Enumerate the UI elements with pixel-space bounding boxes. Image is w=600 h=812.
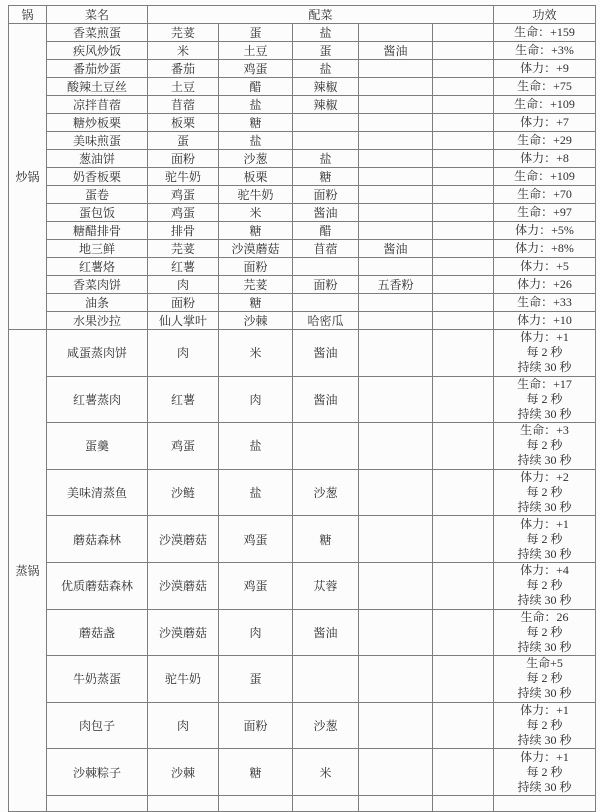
- ingredient-cell: 沙漠蘑菇: [148, 609, 219, 656]
- ingredient-cell: 板栗: [148, 114, 219, 132]
- recipe-row: [9, 258, 596, 276]
- effect-line: 每 2 秒: [526, 438, 563, 453]
- effect-line: 生命：+75: [517, 79, 572, 93]
- effect-line: 生命：+109: [514, 169, 575, 183]
- ingredient-cell: [433, 795, 494, 811]
- pot-label: 炒锅: [9, 24, 47, 330]
- effect-line: 生命：+109: [514, 97, 575, 111]
- ingredient-cell: 沙葱: [293, 702, 359, 749]
- ingredient-cell: 红薯: [148, 376, 219, 423]
- ingredient-cell: [433, 294, 494, 312]
- effect-cell: [494, 132, 596, 150]
- ingredient-cell: [433, 24, 494, 42]
- ingredient-cell: 糖: [219, 749, 293, 796]
- ingredient-cell: [293, 423, 359, 470]
- ingredient-cell: [293, 294, 359, 312]
- ingredient-cell: 醋: [219, 78, 293, 96]
- effect-cell: [494, 240, 596, 258]
- ingredient-cell: [433, 204, 494, 222]
- ingredient-cell: 沙漠蘑菇: [148, 562, 219, 609]
- ingredient-cell: [359, 60, 433, 78]
- ingredient-cell: 酱油: [359, 42, 433, 60]
- ingredient-cell: [433, 562, 494, 609]
- ingredient-cell: [433, 516, 494, 563]
- ingredient-cell: [359, 562, 433, 609]
- effect-line: 体力：+2: [520, 470, 569, 485]
- effect-line: 持续 30 秒: [517, 453, 572, 468]
- ingredient-cell: [433, 469, 494, 516]
- ingredient-cell: [219, 795, 293, 811]
- effect-cell: [494, 702, 596, 749]
- ingredient-cell: [359, 24, 433, 42]
- effect-line: 生命：+159: [514, 25, 575, 39]
- ingredient-cell: [359, 78, 433, 96]
- ingredient-cell: [359, 423, 433, 470]
- effect-line: 生命：+97: [517, 205, 572, 219]
- dish-name-cell: 地三鲜: [47, 240, 148, 258]
- effect-cell: [494, 609, 596, 656]
- header-pot: 锅: [9, 6, 47, 24]
- ingredient-cell: [359, 749, 433, 796]
- ingredient-cell: 驼牛奶: [219, 186, 293, 204]
- ingredient-cell: [433, 276, 494, 294]
- ingredient-cell: 酱油: [293, 376, 359, 423]
- ingredient-cell: 芫荽: [148, 24, 219, 42]
- effect-line: 持续 30 秒: [517, 500, 572, 515]
- ingredient-cell: [359, 609, 433, 656]
- recipe-row: [9, 423, 596, 470]
- ingredient-cell: 糖: [293, 168, 359, 186]
- effect-cell: [494, 150, 596, 168]
- dish-name-cell: 水果沙拉: [47, 312, 148, 330]
- effect-line: 每 2 秒: [526, 671, 563, 686]
- ingredient-cell: [359, 469, 433, 516]
- dish-name-cell: 蘑菇盏: [47, 609, 148, 656]
- effect-cell: [494, 656, 596, 703]
- effect-line: 持续 30 秒: [517, 733, 572, 748]
- dish-name-cell: 美味清蒸鱼: [47, 469, 148, 516]
- ingredient-cell: [433, 749, 494, 796]
- effect-line: 体力：+26: [517, 277, 572, 291]
- recipe-row: [9, 469, 596, 516]
- recipe-table-body: [9, 24, 596, 812]
- recipe-row: [9, 78, 596, 96]
- ingredient-cell: 肉: [148, 330, 219, 377]
- dish-name-cell: 蛋包饭: [47, 204, 148, 222]
- effect-line: 生命：+17: [517, 376, 572, 391]
- ingredient-cell: 盐: [219, 469, 293, 516]
- effect-line: 生命：+29: [517, 133, 572, 147]
- ingredient-cell: 酱油: [293, 609, 359, 656]
- ingredient-cell: 排骨: [148, 222, 219, 240]
- recipe-row: [9, 186, 596, 204]
- ingredient-cell: 蛋: [219, 24, 293, 42]
- effect-line: 每 2 秒: [526, 391, 563, 406]
- effect-line: 持续 30 秒: [517, 639, 572, 654]
- ingredient-cell: 沙葱: [293, 469, 359, 516]
- ingredient-cell: 沙漠蘑菇: [219, 240, 293, 258]
- dish-name-cell: 红薯烙: [47, 258, 148, 276]
- effect-cell: [494, 562, 596, 609]
- effect-line: 每 2 秒: [526, 531, 563, 546]
- recipe-row: [9, 276, 596, 294]
- effect-cell: [494, 376, 596, 423]
- ingredient-cell: [359, 168, 433, 186]
- ingredient-cell: [359, 222, 433, 240]
- effect-line: 生命：+33: [517, 295, 572, 309]
- ingredient-cell: [433, 423, 494, 470]
- ingredient-cell: 面粉: [293, 186, 359, 204]
- dish-name-cell: 奶香板栗: [47, 168, 148, 186]
- ingredient-cell: 苜蓿: [148, 96, 219, 114]
- ingredient-cell: 鸡蛋: [148, 204, 219, 222]
- ingredient-cell: 肉: [148, 702, 219, 749]
- ingredient-cell: [293, 258, 359, 276]
- ingredient-cell: [433, 240, 494, 258]
- ingredient-cell: [293, 656, 359, 703]
- ingredient-cell: [433, 150, 494, 168]
- dish-name-cell: 番茄炒蛋: [47, 60, 148, 78]
- ingredient-cell: 沙棘: [148, 749, 219, 796]
- effect-cell: [494, 186, 596, 204]
- dish-name-cell: 肉包子: [47, 702, 148, 749]
- ingredient-cell: 肉: [148, 276, 219, 294]
- ingredient-cell: 驼牛奶: [148, 656, 219, 703]
- recipe-row: [9, 150, 596, 168]
- effect-line: 每 2 秒: [526, 485, 563, 500]
- dish-name-cell: 葱油饼: [47, 150, 148, 168]
- effect-line: 持续 30 秒: [517, 779, 572, 794]
- effect-cell: [494, 294, 596, 312]
- recipe-row: [9, 96, 596, 114]
- ingredient-cell: 糖: [219, 294, 293, 312]
- ingredient-cell: 鸡蛋: [148, 186, 219, 204]
- recipe-row: [9, 168, 596, 186]
- header-ingredients: 配菜: [148, 6, 494, 24]
- ingredient-cell: 酱油: [293, 330, 359, 377]
- recipe-row: [9, 294, 596, 312]
- ingredient-cell: [433, 168, 494, 186]
- dish-name-cell: 凉拌苜蓿: [47, 96, 148, 114]
- ingredient-cell: 苜蓿: [293, 240, 359, 258]
- effect-cell: [494, 222, 596, 240]
- effect-line: 生命+5: [526, 656, 563, 671]
- ingredient-cell: [433, 609, 494, 656]
- ingredient-cell: 哈密瓜: [293, 312, 359, 330]
- recipe-row: [9, 516, 596, 563]
- effect-cell: [494, 795, 596, 811]
- effect-line: 体力：+1: [520, 703, 569, 718]
- effect-line: 体力：+7: [520, 115, 569, 129]
- recipe-row: [9, 240, 596, 258]
- ingredient-cell: 酱油: [293, 204, 359, 222]
- recipe-row: [9, 60, 596, 78]
- ingredient-cell: [359, 114, 433, 132]
- ingredient-cell: [433, 330, 494, 377]
- ingredient-cell: [148, 795, 219, 811]
- effect-line: 体力：+1: [520, 749, 569, 764]
- ingredient-cell: [359, 516, 433, 563]
- effect-cell: [494, 204, 596, 222]
- effect-cell: [494, 114, 596, 132]
- ingredient-cell: 米: [219, 330, 293, 377]
- ingredient-cell: 沙漠蘑菇: [148, 516, 219, 563]
- ingredient-cell: 肉: [219, 376, 293, 423]
- ingredient-cell: 盐: [219, 132, 293, 150]
- ingredient-cell: 芫荽: [148, 240, 219, 258]
- ingredient-cell: 土豆: [148, 78, 219, 96]
- dish-name-cell: 红薯蒸肉: [47, 376, 148, 423]
- ingredient-cell: [433, 78, 494, 96]
- ingredient-cell: 蛋: [148, 132, 219, 150]
- ingredient-cell: 沙葱: [219, 150, 293, 168]
- effect-line: 持续 30 秒: [517, 360, 572, 375]
- ingredient-cell: [433, 258, 494, 276]
- effect-cell: [494, 312, 596, 330]
- effect-cell: [494, 516, 596, 563]
- effect-line: 每 2 秒: [526, 718, 563, 733]
- effect-line: 生命：+70: [517, 187, 572, 201]
- dish-name-cell: 美味煎蛋: [47, 132, 148, 150]
- ingredient-cell: [433, 114, 494, 132]
- ingredient-cell: [293, 132, 359, 150]
- ingredient-cell: 辣椒: [293, 96, 359, 114]
- ingredient-cell: [433, 186, 494, 204]
- recipe-row: [9, 132, 596, 150]
- recipe-row: [9, 749, 596, 796]
- ingredient-cell: 面粉: [219, 258, 293, 276]
- ingredient-cell: [359, 258, 433, 276]
- ingredient-cell: 酱油: [359, 240, 433, 258]
- ingredient-cell: 醋: [293, 222, 359, 240]
- effect-cell: [494, 168, 596, 186]
- ingredient-cell: 苁蓉: [293, 562, 359, 609]
- effect-cell: [494, 749, 596, 796]
- ingredient-cell: 盐: [293, 60, 359, 78]
- ingredient-cell: 鸡蛋: [219, 60, 293, 78]
- effect-line: 持续 30 秒: [517, 546, 572, 561]
- pot-label: 蒸锅: [9, 330, 47, 812]
- dish-name-cell: 优质蘑菇森林: [47, 562, 148, 609]
- effect-line: 体力：+5%: [515, 223, 574, 237]
- ingredient-cell: [433, 376, 494, 423]
- effect-cell: [494, 24, 596, 42]
- ingredient-cell: 肉: [219, 609, 293, 656]
- ingredient-cell: 仙人掌叶: [148, 312, 219, 330]
- effect-cell: [494, 60, 596, 78]
- ingredient-cell: [433, 132, 494, 150]
- ingredient-cell: [359, 702, 433, 749]
- effect-line: 体力：+1: [520, 516, 569, 531]
- ingredient-cell: 盐: [219, 96, 293, 114]
- ingredient-cell: 辣椒: [293, 78, 359, 96]
- effect-line: 体力：+8%: [515, 241, 574, 255]
- recipe-row: [9, 702, 596, 749]
- dish-name-cell: 蘑菇森林: [47, 516, 148, 563]
- effect-line: 体力：+9: [520, 61, 569, 75]
- ingredient-cell: 米: [148, 42, 219, 60]
- ingredient-cell: 盐: [219, 423, 293, 470]
- dish-name-cell: 油条: [47, 294, 148, 312]
- effect-line: 体力：+8: [520, 151, 569, 165]
- effect-line: 体力：+4: [520, 563, 569, 578]
- recipe-row: [9, 204, 596, 222]
- ingredient-cell: [359, 150, 433, 168]
- effect-line: 持续 30 秒: [517, 406, 572, 421]
- ingredient-cell: 米: [293, 749, 359, 796]
- ingredient-cell: 面粉: [219, 702, 293, 749]
- effect-cell: [494, 330, 596, 377]
- ingredient-cell: 板栗: [219, 168, 293, 186]
- dish-name-cell: 咸蛋蒸肉饼: [47, 330, 148, 377]
- dish-name-cell: 蛋羹: [47, 423, 148, 470]
- ingredient-cell: 面粉: [148, 150, 219, 168]
- effect-cell: [494, 96, 596, 114]
- ingredient-cell: [433, 312, 494, 330]
- effect-line: 每 2 秒: [526, 578, 563, 593]
- recipe-row: [9, 609, 596, 656]
- ingredient-cell: [359, 330, 433, 377]
- ingredient-cell: [359, 656, 433, 703]
- recipe-row: [9, 656, 596, 703]
- recipe-table: [8, 5, 596, 812]
- effect-line: 持续 30 秒: [517, 593, 572, 608]
- recipe-row: [9, 562, 596, 609]
- ingredient-cell: [359, 312, 433, 330]
- effect-line: 每 2 秒: [526, 764, 563, 779]
- ingredient-cell: 芫荽: [219, 276, 293, 294]
- recipe-row: [9, 114, 596, 132]
- ingredient-cell: 糖: [293, 516, 359, 563]
- ingredient-cell: [433, 42, 494, 60]
- dish-name-cell: [47, 795, 148, 811]
- dish-name-cell: 糖醋排骨: [47, 222, 148, 240]
- effect-cell: [494, 258, 596, 276]
- effect-line: 生命：+3: [520, 423, 569, 438]
- ingredient-cell: 沙棘: [219, 312, 293, 330]
- effect-cell: [494, 78, 596, 96]
- effect-line: 体力：+5: [520, 259, 569, 273]
- ingredient-cell: 盐: [293, 24, 359, 42]
- ingredient-cell: [359, 294, 433, 312]
- recipe-row: [9, 42, 596, 60]
- effect-line: 生命：26: [520, 609, 569, 624]
- ingredient-cell: 五香粉: [359, 276, 433, 294]
- dish-name-cell: 牛奶蒸蛋: [47, 656, 148, 703]
- ingredient-cell: [359, 376, 433, 423]
- ingredient-cell: 面粉: [148, 294, 219, 312]
- ingredient-cell: 鸡蛋: [219, 516, 293, 563]
- recipe-row: [9, 330, 596, 377]
- empty-row: [9, 795, 596, 811]
- ingredient-cell: [433, 702, 494, 749]
- dish-name-cell: 酸辣土豆丝: [47, 78, 148, 96]
- ingredient-cell: [359, 795, 433, 811]
- ingredient-cell: [293, 114, 359, 132]
- ingredient-cell: [359, 186, 433, 204]
- effect-line: 体力：+10: [517, 313, 572, 327]
- dish-name-cell: 香菜肉饼: [47, 276, 148, 294]
- recipe-row: [9, 312, 596, 330]
- ingredient-cell: 驼牛奶: [148, 168, 219, 186]
- ingredient-cell: 盐: [293, 150, 359, 168]
- ingredient-cell: 土豆: [219, 42, 293, 60]
- ingredient-cell: [359, 204, 433, 222]
- header-row: [9, 6, 596, 24]
- dish-name-cell: 疾风炒饭: [47, 42, 148, 60]
- ingredient-cell: 红薯: [148, 258, 219, 276]
- ingredient-cell: 鸡蛋: [219, 562, 293, 609]
- ingredient-cell: [293, 795, 359, 811]
- recipe-row: [9, 376, 596, 423]
- dish-name-cell: 糖炒板栗: [47, 114, 148, 132]
- effect-line: 体力：+1: [520, 330, 569, 345]
- effect-cell: [494, 276, 596, 294]
- ingredient-cell: 蛋: [219, 656, 293, 703]
- ingredient-cell: 沙鲢: [148, 469, 219, 516]
- dish-name-cell: 蛋卷: [47, 186, 148, 204]
- header-effect: 功效: [494, 6, 596, 24]
- dish-name-cell: 香菜煎蛋: [47, 24, 148, 42]
- ingredient-cell: [433, 222, 494, 240]
- effect-line: 每 2 秒: [526, 624, 563, 639]
- ingredient-cell: 糖: [219, 222, 293, 240]
- effect-cell: [494, 423, 596, 470]
- recipe-row: [9, 222, 596, 240]
- ingredient-cell: 面粉: [293, 276, 359, 294]
- ingredient-cell: 番茄: [148, 60, 219, 78]
- ingredient-cell: 鸡蛋: [148, 423, 219, 470]
- ingredient-cell: [359, 96, 433, 114]
- ingredient-cell: [433, 60, 494, 78]
- effect-cell: [494, 42, 596, 60]
- ingredient-cell: [433, 656, 494, 703]
- ingredient-cell: 米: [219, 204, 293, 222]
- ingredient-cell: [359, 132, 433, 150]
- dish-name-cell: 沙棘粽子: [47, 749, 148, 796]
- effect-line: 持续 30 秒: [517, 686, 572, 701]
- effect-cell: [494, 469, 596, 516]
- recipe-row: [9, 24, 596, 42]
- ingredient-cell: 糖: [219, 114, 293, 132]
- effect-line: 每 2 秒: [526, 345, 563, 360]
- ingredient-cell: [433, 96, 494, 114]
- effect-line: 生命：+3%: [515, 43, 574, 57]
- ingredient-cell: 蛋: [293, 42, 359, 60]
- header-dish: 菜名: [47, 6, 148, 24]
